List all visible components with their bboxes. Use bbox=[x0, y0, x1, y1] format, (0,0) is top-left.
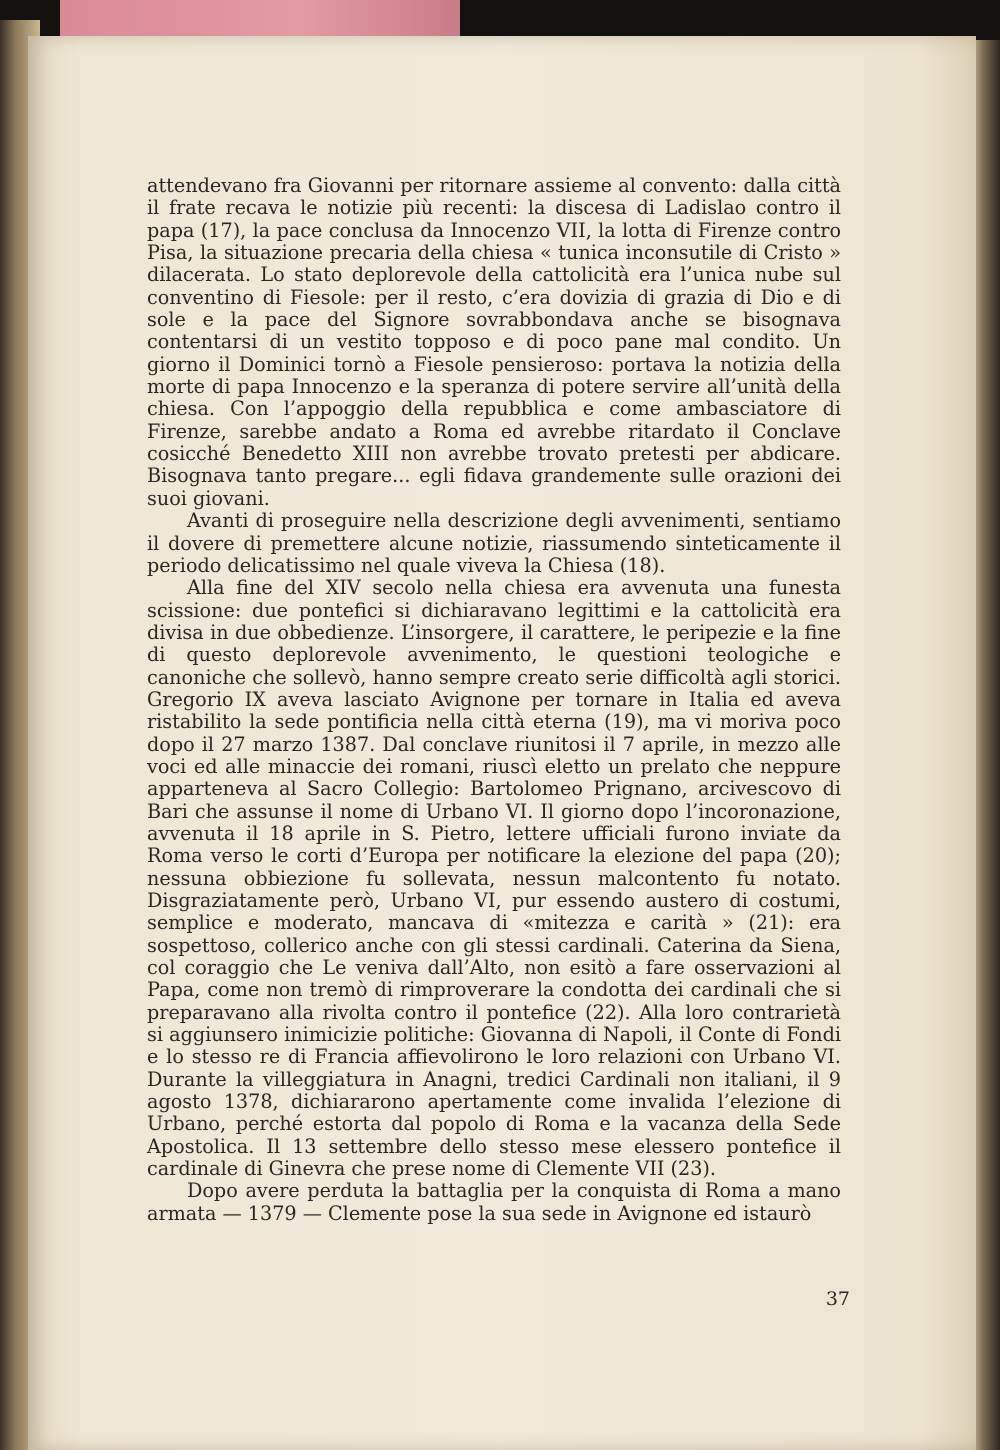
right-page-edge bbox=[972, 40, 1000, 1450]
paragraph-4: Dopo avere perduta la battaglia per la conquista di Roma a mano armata — 1379 — Clemente pose la sua sede in Avignone ed istaurò bbox=[147, 1179, 841, 1225]
bookmark-ribbon bbox=[60, 0, 460, 36]
paragraph-3: Alla fine del XIV secolo nella chiesa era avvenuta una funesta scissione: due pontefici si dichiaravano legittimi e la cattolicità era divisa in due obbedienze. L’insorgere, il carattere, le peripezie e la fine di questo deplorevole avvenimento, le questioni teologiche e canoniche che sollevò, hanno sempre creato serie difficoltà agli storici. Gregorio IX aveva lasciato Avignone per tornare in Italia ed aveva ristabilito la sede pontificia nella città eterna (19), ma vi moriva poco dopo il 27 marzo 1387. Dal conclave riunitosi il 7 aprile, in mezzo alle voci ed alle minaccie dei romani, riuscì eletto un prelato che neppure apparteneva al Sacro Collegio: Bartolomeo Prignano, arcivescovo di Bari che assunse il nome di Urbano VI. Il giorno dopo l’incoronazione, avvenuta il 18 aprile in S. Pietro, lettere ufficiali furono inviate da Roma verso le corti d’Europa per notificare la elezione del papa (20); nessuna obbiezione fu sollevata, nessun malcontento fu notato. Disgraziatamente però, Urbano VI, pur essendo austero di costumi, semplice e moderato, mancava di «mitezza e carità » (21): era sospettoso, collerico anche con gli stessi cardinali. Caterina da Siena, col coraggio che Le veniva dall’Alto, non esitò a fare osservazioni al Papa, come non tremò di rimproverare la condotta dei cardinali che si preparavano alla rivolta contro il pontefice (22). Alla loro contrarietà si aggiunsero inimicizie politiche: Giovanna di Napoli, il Conte di Fondi e lo stesso re di Francia affievolirono le loro relazioni con Urbano VI. Durante la villeggiatura in Anagni, tredici Cardinali non italiani, il 9 agosto 1378, dichiararono apertamente come invalida l’elezione di Urbano, perché estorta dal popolo di Roma e la vacanza della Sede Apostolica. Il 13 settembre dello stesso mese elessero pontefice il cardinale di Ginevra che prese nome di Clemente VII (23). bbox=[147, 576, 841, 1181]
paragraph-1: attendevano fra Giovanni per ritornare assieme al convento: dalla città il frate recava le notizie più recenti: la discesa di Ladislao contro il papa (17), la pace conclusa da Innocenzo VII, la lotta di Firenze contro Pisa, la situazione precaria della chiesa « tunica inconsutile di Cristo » dilacerata. Lo stato deplorevole della cattolicità era l’unica nube sul conventino di Fiesole: per il resto, c’era dovizia di grazia di Dio e di sole e la pace del Signore sovrabbondava anche se bisognava contentarsi di un vestito topposo e di poco pane mal condito. Un giorno il Dominici tornò a Fiesole pensieroso: portava la notizia della morte di papa Innocenzo e la speranza di potere servire all’unità della chiesa. Con l’appoggio della repubblica e come ambasciatore di Firenze, sarebbe andato a Roma ed avrebbe ritardato il Conclave cosicché Benedetto XIII non avrebbe trovato pretesti per abdicare. Bisognava tanto pregare... egli fidava grandemente sulle orazioni dei suoi giovani. bbox=[147, 174, 841, 510]
paragraph-2: Avanti di proseguire nella descrizione degli avvenimenti, sentiamo il dovere di premettere alcune notizie, riassumendo sinteticamente il periodo delicatissimo nel quale viveva la Chiesa (18). bbox=[147, 509, 841, 577]
page-number: 37 bbox=[825, 1288, 850, 1310]
body-text bbox=[147, 175, 841, 1225]
